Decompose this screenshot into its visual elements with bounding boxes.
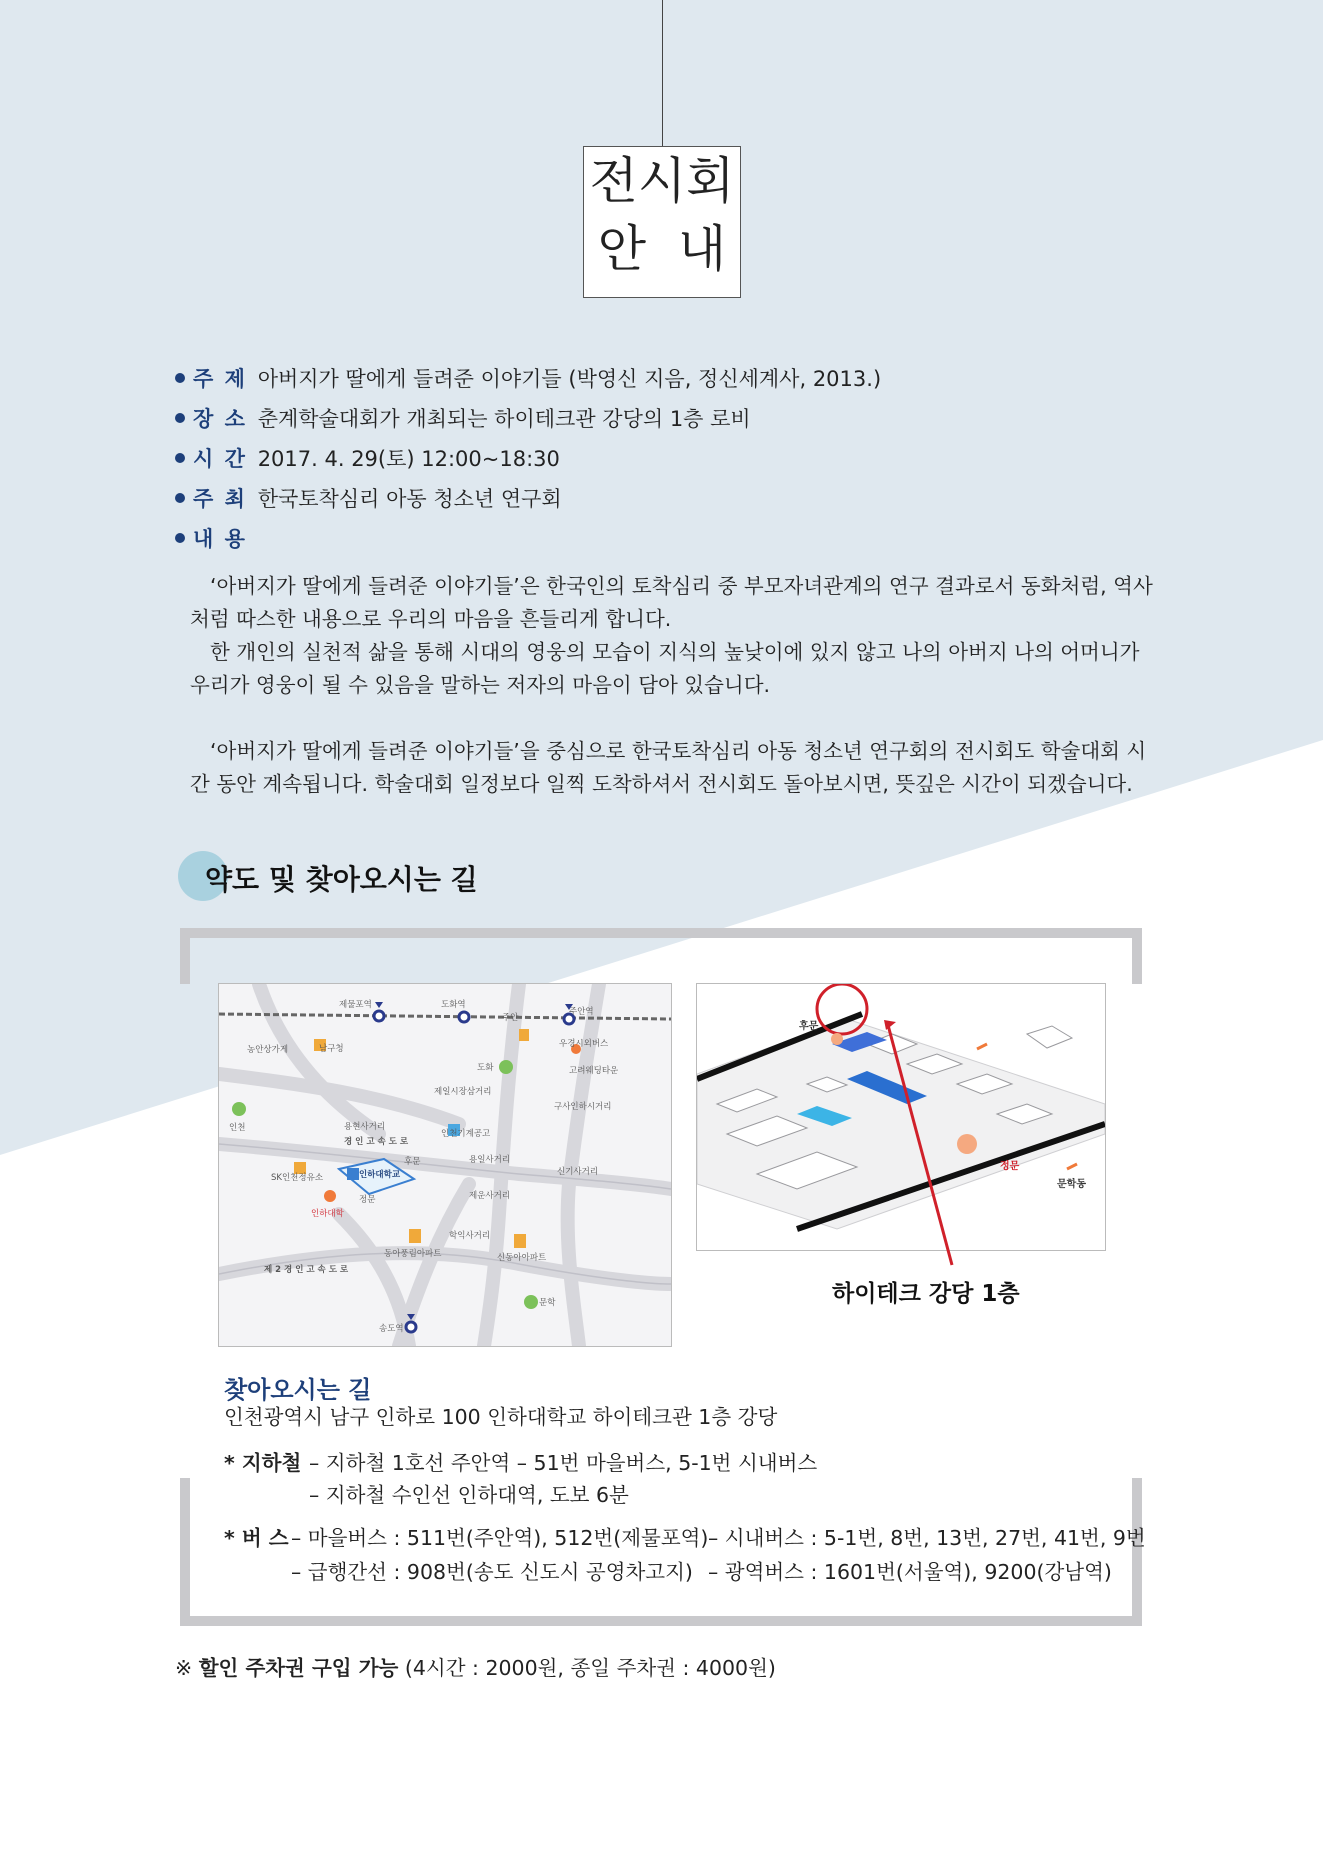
map-label: 문학 [539, 1298, 556, 1308]
campus-label-munhak: 문학동 [1057, 1179, 1086, 1190]
note-prefix: ※ [175, 1656, 199, 1680]
frame-border [180, 928, 1142, 938]
map-label: 구사인하시거리 [554, 1102, 612, 1112]
map-label: 인천 [229, 1123, 246, 1133]
campus-label-main-gate: 정문 [1000, 1161, 1020, 1172]
content-paragraph-1: ‘아버지가 딸에게 들려준 이야기들’은 한국인의 토착심리 중 부모자녀관계의 연구 결과로서 동화처럼, 역사처럼 따스한 내용으로 우리의 마음을 흔들리게 합니다. [190, 574, 1153, 631]
map-label: 용현사거리 [344, 1122, 386, 1132]
info-label: 시 간 [193, 447, 247, 471]
directions-title: 찾아오시는 길 [224, 1376, 372, 1404]
map-label: 고려웨딩타운 [569, 1066, 619, 1076]
info-label: 주 최 [193, 487, 247, 511]
info-label: 내 용 [193, 527, 247, 551]
info-label: 주 제 [193, 367, 247, 391]
content-paragraph-3: ‘아버지가 딸에게 들려준 이야기들’을 중심으로 한국토착심리 아동 청소년 연구회의 전시회도 학술대회 시간 동안 계속됩니다. 학술대회 일정보다 일찍 도착하셔서 전시회도 돌아보시면, 뜻깊은 시간이 되겠습니다. [190, 739, 1147, 796]
map-label: 용일사거리 [469, 1155, 511, 1165]
directions-address: 인천광역시 남구 인하로 100 인하대학교 하이테크관 1층 강당 [224, 1405, 778, 1429]
map-label: 경 인 고 속 도 로 [344, 1137, 409, 1147]
map-label: 송도역 [379, 1324, 404, 1334]
bullet-icon [175, 413, 185, 423]
bus-label: * 버 스 [224, 1526, 289, 1550]
map-label: 제운사거리 [469, 1191, 511, 1201]
bullet-icon [175, 493, 185, 503]
map-label: SK인천정유소 [271, 1173, 324, 1183]
bullet-icon [175, 453, 185, 463]
map-label: 농안상가게 [247, 1045, 289, 1055]
map-label: 제 2 경 인 고 속 도 로 [264, 1265, 349, 1275]
title-connector-line [662, 0, 663, 148]
map-label: 정문 [359, 1195, 376, 1205]
subway-line-2: – 지하철 수인선 인하대역, 도보 6분 [309, 1483, 629, 1507]
map-label: 제물포역 [339, 1000, 372, 1010]
frame-border [180, 928, 190, 984]
bus-line-2: – 시내버스 : 5-1번, 8번, 13번, 27번, 41번, 9번 [708, 1526, 1146, 1550]
map-label: 우경시외버스 [559, 1039, 609, 1049]
frame-border [1132, 928, 1142, 984]
info-value: 아버지가 딸에게 들려준 이야기들 (박영신 지음, 정신세계사, 2013.) [257, 367, 882, 391]
map-label: 남구청 [319, 1044, 344, 1054]
frame-border [180, 1616, 1142, 1626]
info-label: 장 소 [193, 407, 247, 431]
bullet-icon [175, 373, 185, 383]
info-row-content [175, 524, 251, 554]
campus-label-rear-gate: 후문 [799, 1021, 819, 1032]
info-row-theme [175, 364, 881, 394]
info-row-place [175, 404, 751, 434]
bus-line-3: – 급행간선 : 908번(송도 신도시 공영차고지) [291, 1560, 693, 1584]
subway-label: * 지하철 [224, 1451, 302, 1475]
map-label: 신기사거리 [557, 1167, 599, 1177]
page-title [583, 146, 741, 298]
map-label: 도화 [477, 1063, 494, 1073]
map-label: 제일시장삼거리 [434, 1087, 492, 1097]
map-label: 주안 [502, 1013, 519, 1023]
map-label: 인하대학 [311, 1209, 344, 1219]
map-label: 후문 [404, 1157, 421, 1167]
content-paragraph-2: 한 개인의 실천적 삶을 통해 시대의 영웅의 모습이 지식의 높낮이에 있지 않고 나의 아버지 나의 어머니가 우리가 영웅이 될 수 있음을 말하는 저자의 마음이 담아 있습니다. [190, 640, 1140, 697]
bus-line-1: – 마을버스 : 511번(주안역), 512번(제물포역) [291, 1526, 709, 1550]
map-label: 동아풍림아파트 [384, 1249, 442, 1259]
map-label: 인천기계공고 [441, 1129, 491, 1139]
area-map [218, 983, 672, 1347]
parking-note [175, 1651, 776, 1681]
subway-line-1: – 지하철 1호선 주안역 – 51번 마을버스, 5-1번 시내버스 [309, 1451, 818, 1475]
info-row-host [175, 484, 562, 514]
map-label: 신동아아파트 [497, 1253, 547, 1263]
bullet-icon [175, 533, 185, 543]
pointer-arrow [880, 1020, 980, 1270]
title-line-1: 전시회 [589, 152, 735, 210]
map-label: 학익사거리 [449, 1231, 491, 1241]
map-label: 주안역 [569, 1007, 594, 1017]
frame-border [180, 1478, 190, 1623]
info-value: 2017. 4. 29(토) 12:00~18:30 [257, 447, 560, 471]
bus-line-4: – 광역버스 : 1601번(서울역), 9200(강남역) [708, 1560, 1112, 1584]
map-label: 인하대학교 [359, 1170, 401, 1180]
title-line-2: 안 내 [597, 220, 727, 278]
map-label: 도화역 [441, 1000, 466, 1010]
note-bold: 할인 주차권 구입 가능 [198, 1656, 399, 1680]
note-rest: (4시간 : 2000원, 종일 주차권 : 4000원) [398, 1656, 776, 1680]
info-value: 춘계학술대회가 개최되는 하이테크관 강당의 1층 로비 [257, 407, 751, 431]
info-row-time [175, 444, 560, 474]
section-title: 약도 및 찾아오시는 길 [205, 863, 478, 896]
info-value: 한국토착심리 아동 청소년 연구회 [257, 487, 562, 511]
content-paragraphs [190, 570, 1160, 801]
campus-caption: 하이테크 강당 1층 [832, 1281, 1020, 1307]
